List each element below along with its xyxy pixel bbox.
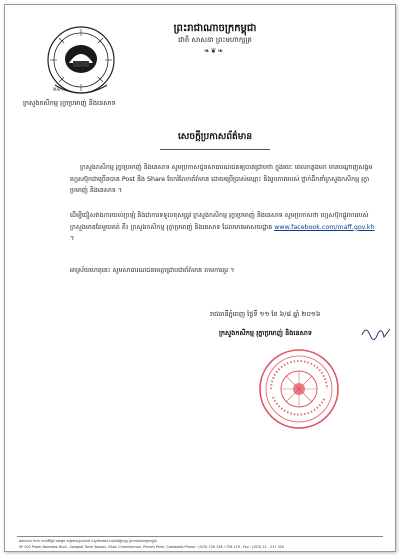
paragraph-official-page — [70, 210, 375, 245]
ministry-name-header: ក្រសួងកសិកម្ម រុក្ខាប្រមាញ់ និងនេសាទ — [23, 99, 116, 107]
title-underline — [160, 149, 270, 150]
facebook-url-link[interactable]: www.facebook.com/maff.gov.kh — [274, 223, 375, 231]
document-date: រាជធានីភ្នំពេញ ថ្ងៃទី ១១ ខែ ៦/៨ ឆ្នាំ ២០១៦ — [210, 310, 321, 318]
document-title: សេចក្តីប្រកាសព័ត៌មាន — [177, 132, 253, 142]
decorative-divider: ❧❦❧ — [203, 47, 225, 55]
footer-divider — [17, 536, 383, 537]
paragraph-official-page-text: ដើម្បីជៀសវាងការយល់ច្រឡំ និងជាការទទួលខុសត្រូវ ក្រសួងកសិកម្ម រុក្ខាប្រមាញ់ និងនេសាទ សូមប្រកាសថា ហ្វេសប៊ុកផ្លូវការរបស់ក្រសួងមានតែមួយគត់ គឺ៖ ក្រសួងកសិកម្ម រុក្ខាប្រមាញ់ និងនេសាទ ដែលមានអាសយដ្ឋាន — [70, 212, 369, 231]
official-seal-stamp — [257, 347, 341, 431]
footer-address-khmer: អគារលេខ ២០០ មហាវិថីព្រះនរោត្តម សង្កាត់ទន្លេបាសាក់ ខណ្ឌចំការមន រាជធានីភ្នំពេញ ព្រះរាជាណាចក្រកម្ពុជា — [19, 539, 157, 543]
paragraph-announcement: ក្រសួងកសិកម្ម រុក្ខាប្រមាញ់ និងនេសាទ សូមប្រកាសជូនសាធារណជនឲ្យបានជ្រាបថា ក្នុងរយៈ ពេលកន្លងមក មានបណ្តាញសង្គមហ្វេសប៊ុកជាច្រើនបាន Post និង Share ចែករំលែកព័ត៌មាន ដោយប្រើប្រាស់ឈ្មោះ និងរូបភាពរបស់ ថ្នាក់ដឹកនាំក្រសួងកសិកម្ម រុក្ខាប្រមាញ់ និងនេសាទ ។ — [70, 164, 373, 194]
handwritten-signature-icon — [360, 323, 392, 341]
paragraph-official-page-end: ។ — [70, 235, 75, 242]
paragraph-closing: អាស្រ័យហេតុនេះ សូមសាធារណជនមេត្តាជ្រាបជាព័ត៌មាន តាមការគួរ ។ — [70, 267, 235, 274]
kingdom-title: ព្រះរាជាណាចក្រកម្ពុជា — [173, 23, 257, 34]
national-motto: ជាតិ សាសនា ព្រះមហាក្សត្រ — [178, 36, 252, 44]
signatory-organization: ក្រសួងកសិកម្ម រុក្ខាប្រមាញ់ និងនេសាទ — [219, 329, 312, 337]
document-page — [4, 4, 396, 552]
footer-address-english: Nº 200 Preah Norodom Blvd., Sangkat Tonle Bassac, Khan Chamkarmon, Phnom Penh, Cambodia Phone : (023) 726 128 / 726 129 , Fax : (023) 21 - 217 320 — [19, 545, 285, 549]
ministry-emblem-logo — [45, 23, 117, 97]
emblem-caption: MAFF — [53, 87, 64, 92]
